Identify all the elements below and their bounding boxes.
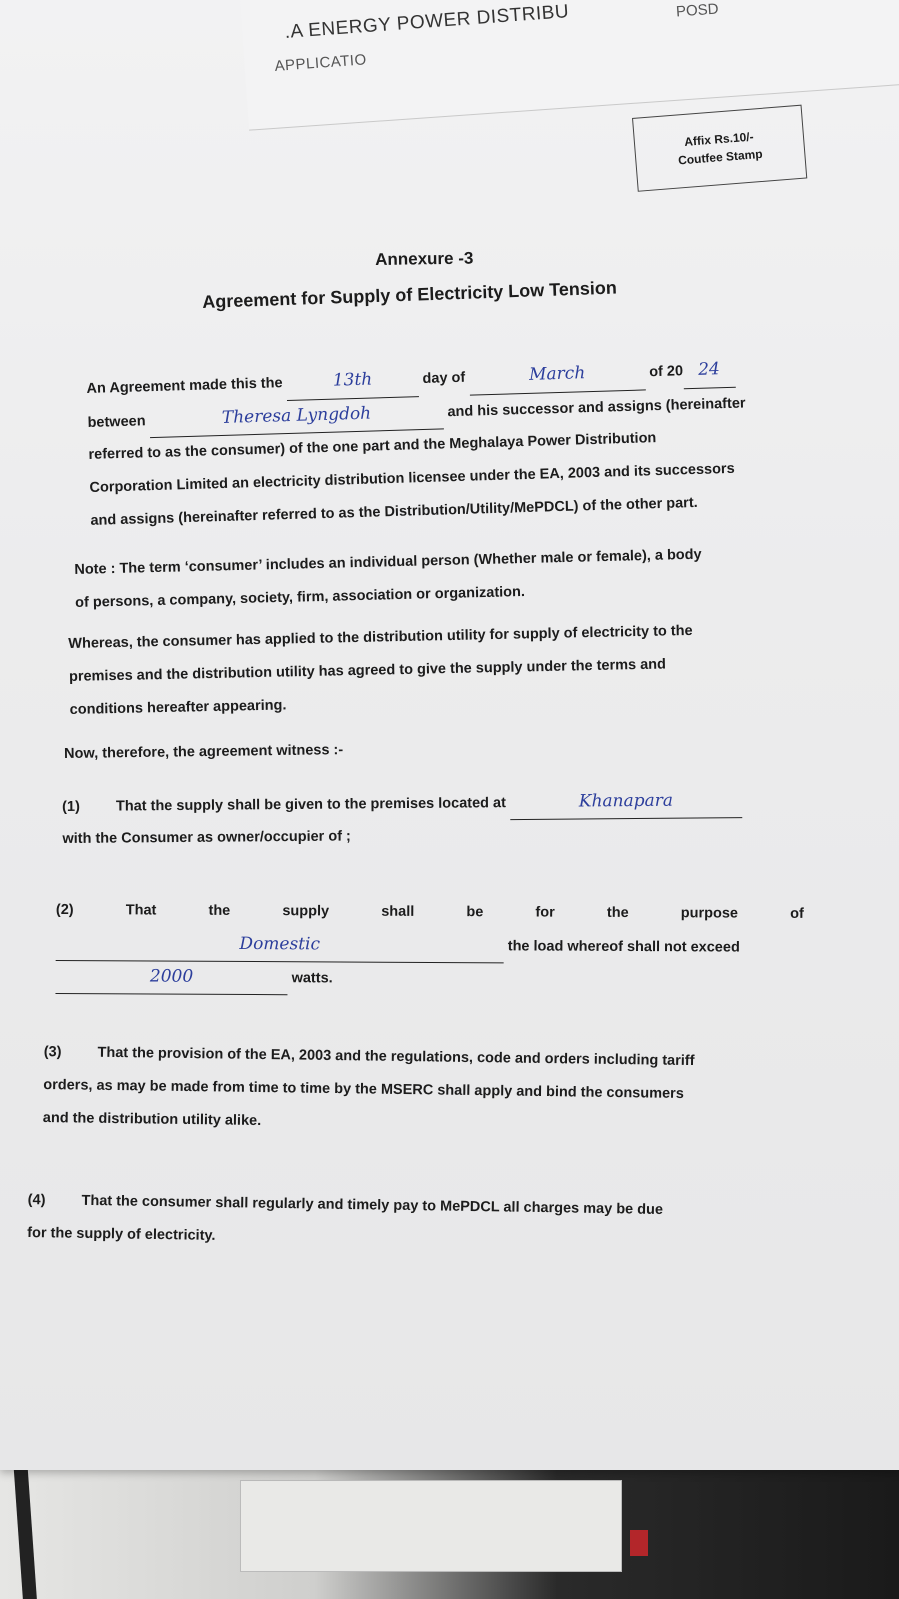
intro-line4: Corporation Limited an electricity distribution licensee under the EA, 2003 and its successors bbox=[89, 460, 735, 496]
stamp-line1: Affix Rs.10/- bbox=[683, 129, 755, 149]
clause-4-line2: for the supply of electricity. bbox=[27, 1224, 216, 1244]
clause-2-word: purpose bbox=[680, 905, 739, 922]
agreement-title: Agreement for Supply of Electricity Low Tension bbox=[202, 277, 618, 312]
whereas-line1: Whereas, the consumer has applied to the distribution utility for supply of electricity to the bbox=[68, 622, 693, 652]
header-code: POSD bbox=[675, 0, 720, 21]
clause-3-number: (3) bbox=[43, 1043, 62, 1061]
clause-4 bbox=[27, 1184, 818, 1262]
clause-2-word: for bbox=[535, 904, 555, 921]
load-field: 2000 bbox=[55, 960, 287, 995]
clause-2-number: (2) bbox=[55, 901, 74, 919]
clause-2-line1 bbox=[56, 894, 804, 931]
intro-made-this: An Agreement made this the bbox=[86, 375, 283, 397]
clause-3-line1: That the provision of the EA, 2003 and the regulations, code and orders including tariff bbox=[97, 1044, 695, 1070]
consumer-name-field: Theresa Lyngdoh bbox=[149, 395, 444, 438]
clause-3 bbox=[43, 1036, 810, 1146]
clause-1-number: (1) bbox=[62, 798, 80, 815]
stamp-box bbox=[632, 105, 807, 192]
year-field: 24 bbox=[682, 351, 735, 390]
desk-edge bbox=[13, 1460, 37, 1599]
now-therefore: Now, therefore, the agreement witness :- bbox=[64, 742, 344, 762]
intro-paragraph bbox=[86, 349, 803, 538]
header-application: APPLICATIO bbox=[274, 51, 368, 75]
clause-2 bbox=[55, 894, 804, 997]
whereas-line2: premises and the distribution utility has agreed to give the supply under the terms and bbox=[68, 656, 667, 685]
intro-between: between bbox=[87, 413, 146, 431]
clause-2-word: shall bbox=[381, 903, 415, 920]
intro-line5: and assigns (hereinafter referred to as the Distribution/Utility/MePDCL) of the other part. bbox=[90, 494, 698, 529]
location-field: Khanapara bbox=[510, 784, 742, 820]
red-tag bbox=[630, 1530, 648, 1556]
whereas-line3: conditions hereafter appearing. bbox=[69, 697, 287, 718]
note-line2: of persons, a company, society, firm, association or organization. bbox=[75, 583, 526, 611]
intro-of-20: of 20 bbox=[648, 363, 684, 381]
clause-4-line1: That the consumer shall regularly and timely pay to MePDCL all charges may be due bbox=[81, 1192, 664, 1218]
intro-line3: referred to as the consumer) of the one part and the Meghalaya Power Distribution bbox=[88, 430, 657, 463]
note-line1: Note : The term ‘consumer’ includes an individual person (Whether male or female), a body bbox=[74, 546, 702, 578]
clause-2-load-text: the load whereof shall not exceed bbox=[507, 938, 740, 956]
purpose-field: Domestic bbox=[56, 927, 504, 963]
clause-1-text: That the supply shall be given to the premises located at bbox=[115, 795, 506, 815]
clause-3-line3: and the distribution utility alike. bbox=[42, 1109, 262, 1130]
whereas-paragraph bbox=[68, 613, 802, 727]
clause-2-word: supply bbox=[282, 903, 330, 920]
stamp-line2: Coutfee Stamp bbox=[677, 146, 764, 168]
intro-day-of: day of bbox=[422, 369, 466, 388]
day-field: 13th bbox=[286, 360, 419, 401]
header-org-name: .A ENERGY POWER DISTRIBU bbox=[284, 1, 570, 43]
clause-2-watts: watts. bbox=[291, 970, 333, 987]
clause-3-line2: orders, as may be made from time to time by the MSERC shall apply and bind the consumers bbox=[43, 1076, 684, 1102]
clause-2-word: be bbox=[466, 904, 484, 921]
clause-2-word: of bbox=[790, 905, 804, 922]
background-object bbox=[240, 1480, 622, 1572]
clause-4-number: (4) bbox=[27, 1191, 46, 1209]
clause-1-line2: with the Consumer as owner/occupier of ; bbox=[62, 828, 351, 847]
month-field: March bbox=[469, 353, 646, 395]
desk-background bbox=[0, 1460, 899, 1599]
intro-line2-rest: and his successor and assigns (hereinafter bbox=[447, 395, 746, 421]
clause-2-word: the bbox=[606, 904, 629, 921]
clause-1 bbox=[62, 784, 803, 856]
clause-2-word: the bbox=[208, 902, 231, 919]
annexure-title: Annexure -3 bbox=[375, 248, 474, 269]
clause-2-word: That bbox=[125, 902, 157, 919]
note-paragraph bbox=[74, 536, 805, 620]
